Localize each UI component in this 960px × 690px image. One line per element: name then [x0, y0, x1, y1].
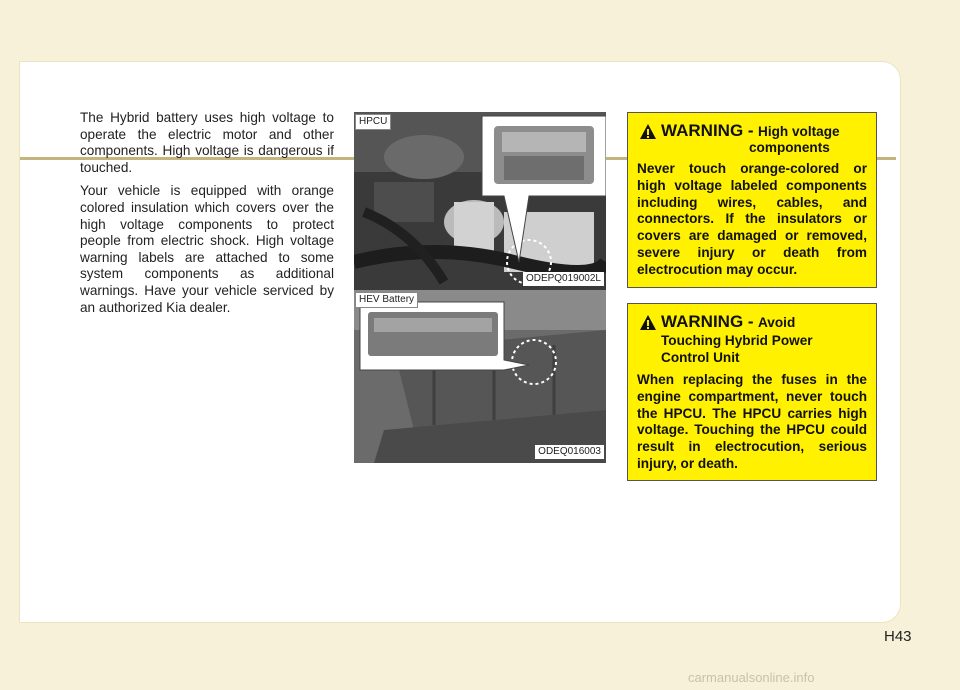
warning-box-hpcu — [627, 303, 877, 481]
hev-battery-photo — [354, 290, 606, 463]
hpcu-photo — [354, 112, 606, 290]
warning-title-line-3: Control Unit — [661, 350, 740, 365]
warning-title: High voltage — [758, 124, 840, 139]
engine-bay-illustration — [354, 112, 606, 290]
paragraph-2: Your vehicle is equipped with orange colored insulation which covers over the high voltage components to protect people from electric shock. High voltage warning labels are attached to some system components as additional warnings. Have your vehicle serviced by an authorized Kia dealer. — [80, 183, 334, 315]
rear-seat-illustration — [354, 290, 606, 463]
warning-body: Never touch orange-colored or high voltage labeled components including wires, cables, and connectors. If the insulators or covers are damaged or removed, severe injury or death from electrocution may occur. — [637, 161, 867, 277]
page-number: H43 — [884, 628, 912, 645]
hev-battery-label: HEV Battery — [355, 292, 418, 308]
warning-title-line-2: Touching Hybrid Power — [661, 333, 813, 348]
warning-word: WARNING - — [661, 312, 754, 331]
warning-triangle-icon — [639, 314, 657, 331]
figure-code-top: ODEPQ019002L — [523, 272, 604, 286]
body-text — [80, 110, 334, 323]
warning-title-continued: components — [749, 140, 830, 155]
warning-triangle-icon — [639, 123, 657, 140]
warning-word: WARNING - — [661, 121, 754, 140]
paragraph-1: The Hybrid battery uses high voltage to operate the electric motor and other components. High voltage is dangerous if touched. — [80, 110, 334, 175]
watermark: carmanualsonline.info — [688, 670, 815, 685]
hpcu-label: HPCU — [355, 114, 391, 130]
warning-box-high-voltage — [627, 112, 877, 288]
figure-code-bottom: ODEQ016003 — [535, 445, 604, 459]
warning-title: Avoid — [758, 315, 796, 330]
warning-body: When replacing the fuses in the engine compartment, never touch the HPCU. The HPCU carries high voltage. Touching the HPCU could result in electrocution, serious injury, or death. — [637, 372, 867, 471]
